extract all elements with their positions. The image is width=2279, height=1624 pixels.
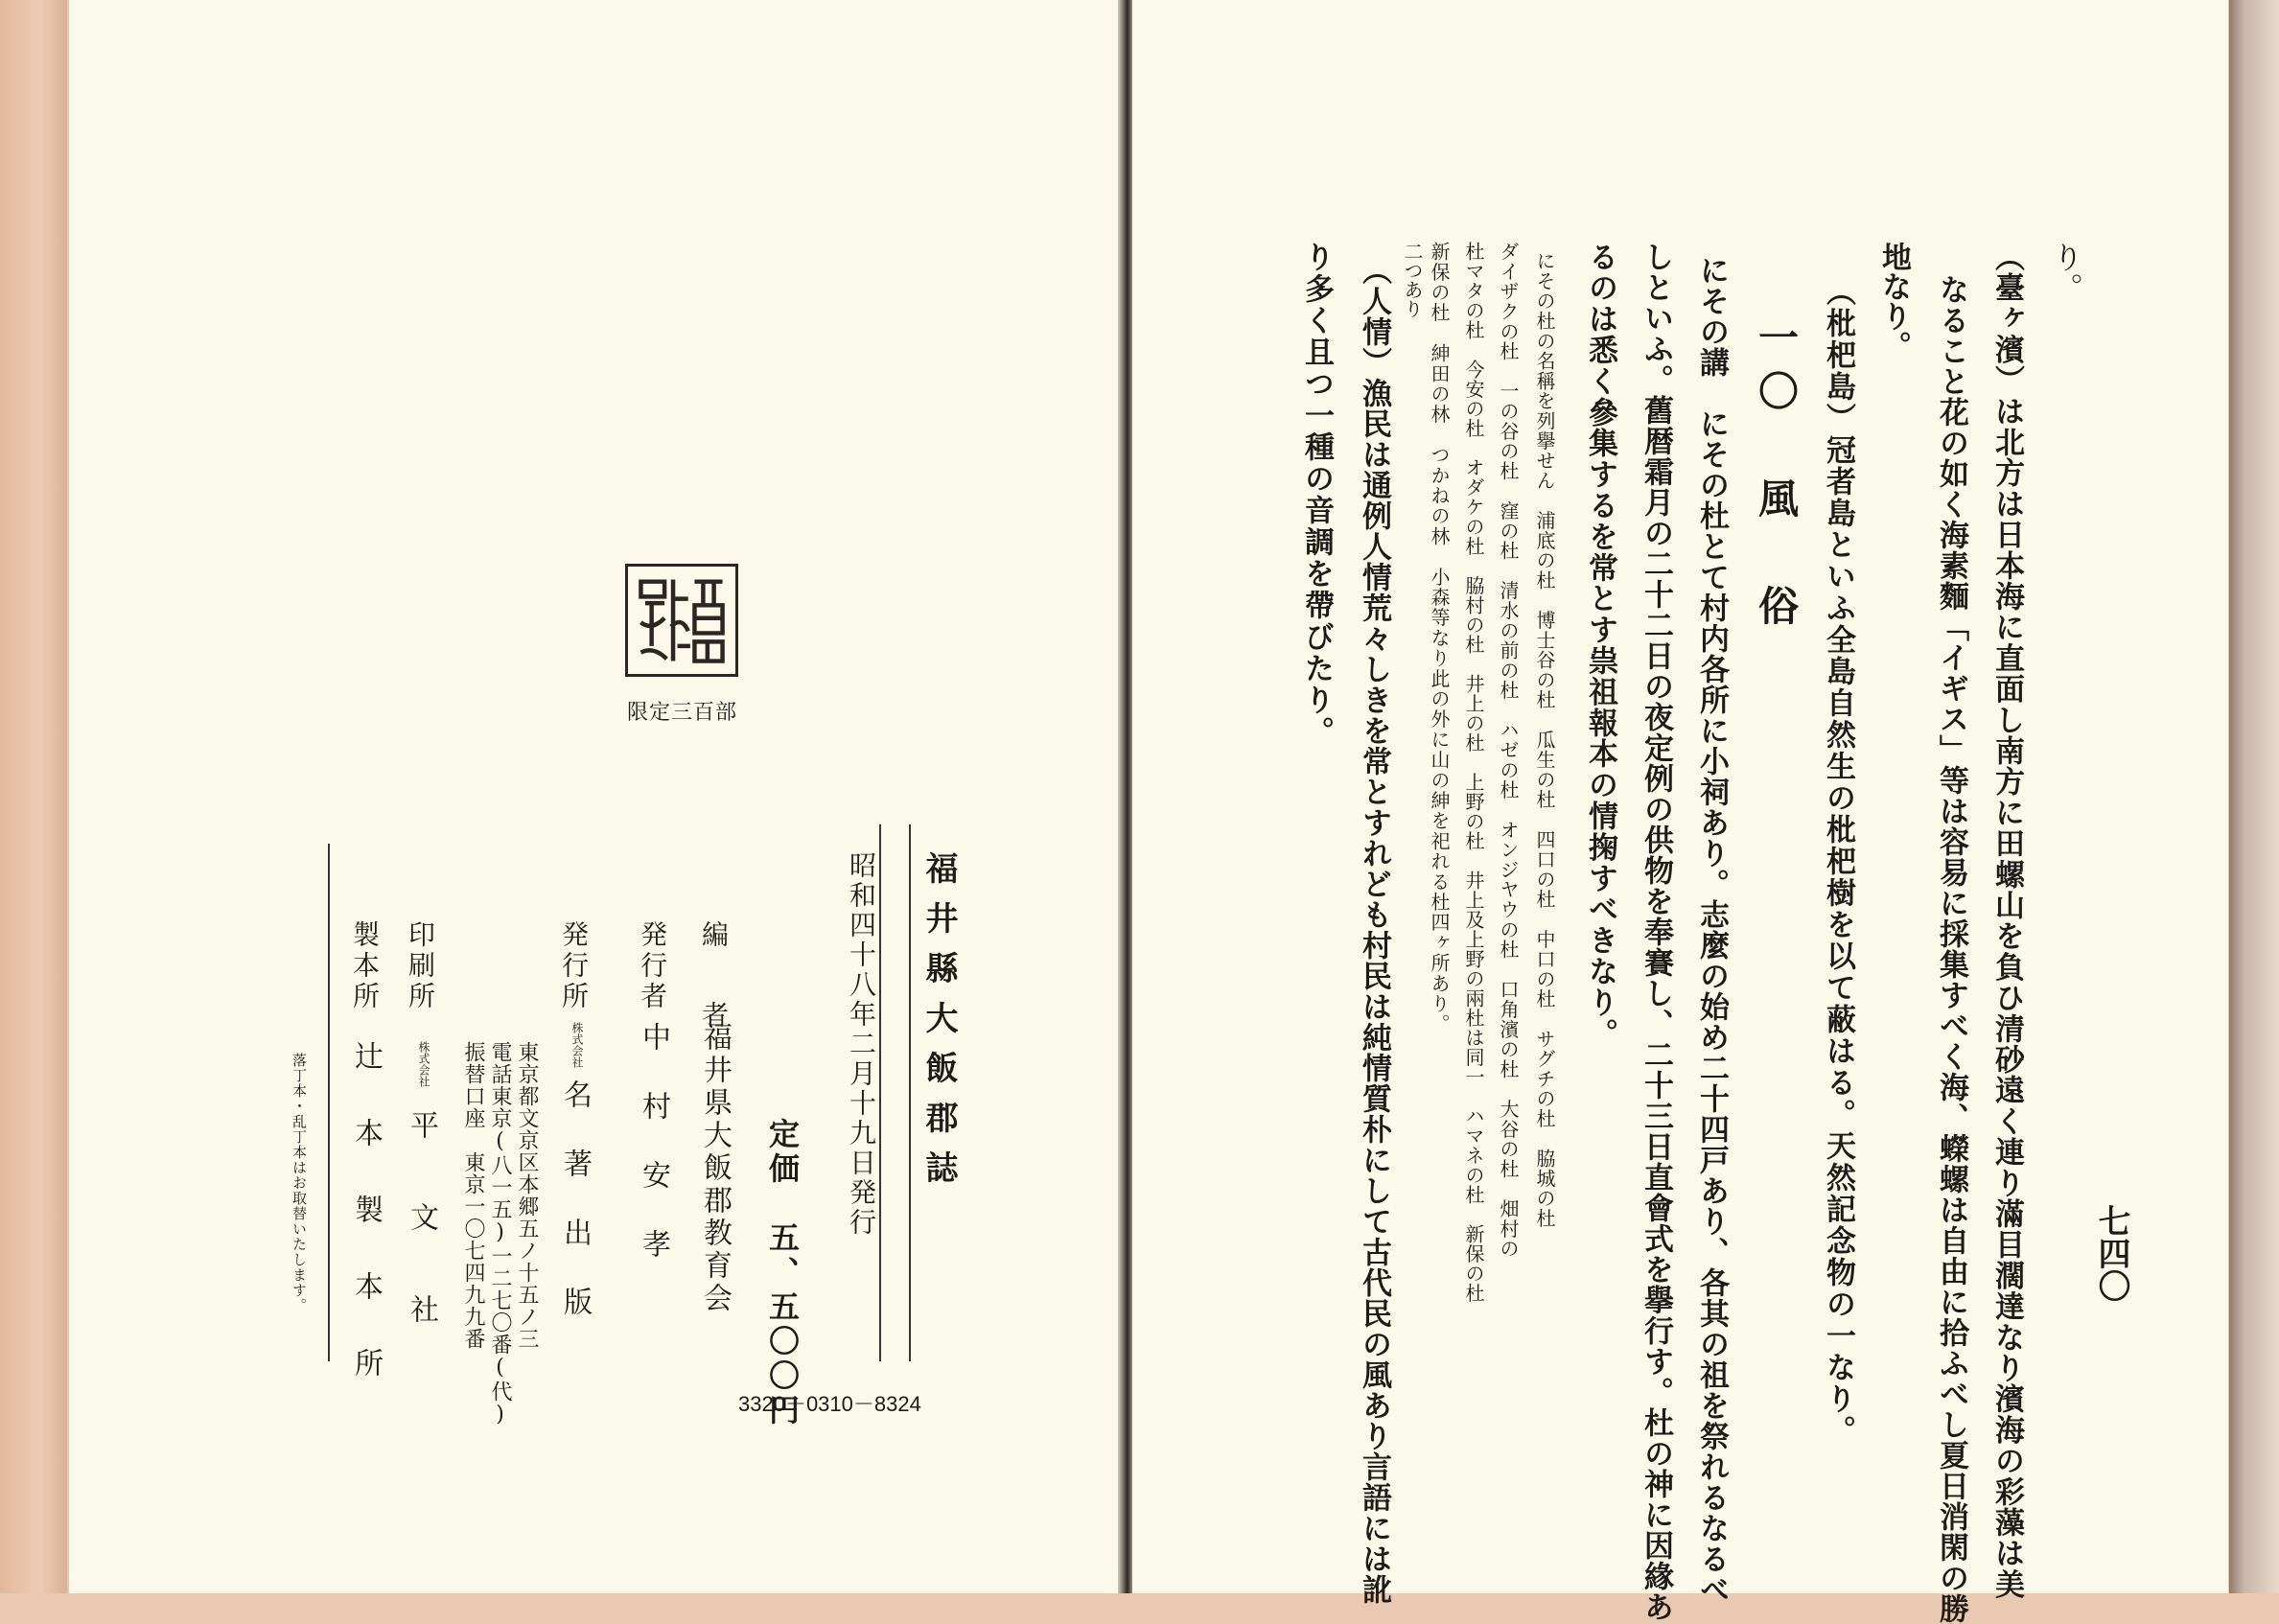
text-line: なること花の如く海素麵「イギス」等は容易に採集すべく海、蠑螺は自由に拾ふべし夏日消閑の勝	[1934, 274, 1968, 1624]
publisher-seal-stamp	[625, 564, 738, 677]
editor-label: 編 者	[698, 920, 730, 1041]
address-line: 東京都文京区本郷五ノ十五ノ三	[515, 1041, 539, 1350]
publisher-name: 中 村 安 孝	[637, 1022, 670, 1264]
editor-name: 福井県大飯郡教育会	[698, 1022, 732, 1315]
text-line: （臺ヶ濱）は北方は日本海に直面し南方に田螺山を負ひ清砂遠く連り滿目濶達なり濱海の彩藻は美	[1989, 242, 2024, 1600]
text-line-small: 二つあり	[1401, 242, 1424, 318]
title-rule-left	[909, 824, 911, 1361]
limited-edition-note: 限定三百部	[627, 701, 738, 725]
printer-name: 平 文 社	[405, 1110, 438, 1340]
transfer-account-line: 振替口座 東京一〇七四九九番	[461, 1041, 485, 1350]
text-line: にその講 にその杜とて村内各所に小祠あり。志麼の始め二十四戸あり、各其の祖を祭れるなるべ	[1694, 255, 1729, 1605]
binder-name: 辻 本 製 本 所	[349, 1041, 383, 1386]
book-cover-right	[2229, 0, 2279, 1593]
replacement-notice: 落丁本・乱丁本はお取替いたします。	[291, 1053, 308, 1313]
publication-date: 昭和四十八年二月十九日発行	[846, 851, 877, 1238]
book-title: 福井縣大飯郡誌	[919, 851, 958, 1200]
text-line: しといふ。舊暦霜月の二十二日の夜定例の供物を奉賽し、二十三日直會式を擧行す。杜の神に因緣あ	[1639, 242, 1673, 1622]
page-number: 七四〇	[2092, 1204, 2130, 1302]
seal-glyphs-icon	[628, 567, 735, 674]
text-line: るのは悉く參集するを常とす祟祖報本の情掬すべきなり。	[1583, 242, 1617, 1050]
text-line-small: ダイザクの杜 一の谷の杜 窪の杜 清水の前の杜 ハゼの杜 オンジヤウの杜 口角濱の杜 大谷の杜 畑村の	[1497, 242, 1520, 1259]
printer-kabushiki-label: 株式会社	[417, 1041, 430, 1087]
book-cover-edge	[0, 0, 67, 1593]
house-kabushiki-label: 株式会社	[570, 1022, 584, 1068]
isbn-code: 3320－0310－8324	[738, 1392, 921, 1416]
section-heading: 一〇 風 俗	[1753, 316, 1800, 638]
binder-label: 製本所	[349, 920, 381, 1012]
title-rule-right	[879, 824, 881, 1361]
body-page	[1132, 0, 2228, 1624]
house-label: 発行所	[558, 920, 590, 1012]
text-line-small: 新保の杜 紳田の林 つかねの林 小森等なり此の外に山の紳を祀れる杜四ヶ所あり。	[1428, 242, 1451, 1034]
price: 定価 五、五〇〇円	[764, 1118, 801, 1428]
text-line-small: 杜マタの杜 今安の杜 オダケの杜 脇村の杜 井上の杜 上野の杜 井上及上野の兩杜は同一 ハマネの杜 新保の杜	[1462, 242, 1485, 1303]
publisher-label: 発行者	[637, 920, 668, 1012]
text-line: （人情）漁民は通例人情荒々しきを常とすれども村民は純情質朴にして古代民の風あり言語には訛	[1357, 255, 1391, 1605]
text-line-small: にその杜の名稱を列擧せん 浦底の杜 博士谷の杜 瓜生の杜 四口の杜 中口の杜 サグチの杜 脇城の杜	[1533, 251, 1556, 1229]
phone-line: 電話東京(八一五)一二七〇番(代)	[488, 1041, 512, 1427]
text-line: り。	[2048, 242, 2084, 303]
colophon-rule	[328, 844, 330, 1361]
text-line: 地なり。	[1876, 242, 1911, 360]
text-line: （枇杷島）冠者島といふ全島自然生の枇杷樹を以て蔽はる。天然記念物の一なり。	[1821, 276, 1855, 1447]
colophon-page	[69, 0, 1121, 1593]
text-line: り多く且つ一種の音調を帶びたり。	[1299, 242, 1334, 748]
printer-label: 印刷所	[405, 920, 436, 1012]
publishing-house: 名 著 出 版	[558, 1079, 592, 1321]
